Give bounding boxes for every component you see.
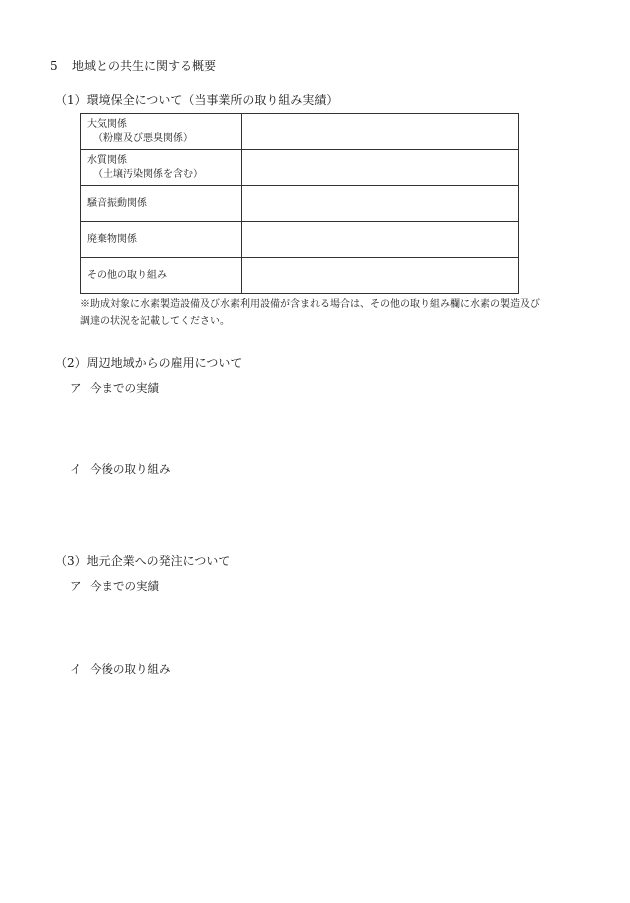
local-orders-past-marker: ア	[70, 579, 82, 593]
local-orders-past	[70, 578, 159, 594]
row-label-main: 大気関係	[87, 118, 127, 130]
local-orders-past-label: 今までの実績	[90, 579, 159, 593]
row-label-sub: （土壌汚染関係を含む）	[93, 168, 203, 180]
table-row	[81, 258, 519, 294]
employment-future	[70, 461, 171, 477]
employment-heading: （2）周辺地域からの雇用について	[55, 356, 243, 370]
row-value-other[interactable]	[242, 258, 519, 294]
row-label	[81, 114, 242, 150]
section-title-text: 地域との共生に関する概要	[72, 59, 217, 73]
employment-past-marker: ア	[70, 381, 82, 395]
employment-past	[70, 380, 159, 396]
table-row	[81, 150, 519, 186]
local-orders-future-marker: イ	[70, 662, 82, 676]
row-label-main: 水質関係	[87, 154, 127, 166]
table-note-line2: 調達の状況を記載してください。	[80, 316, 230, 327]
row-label: 廃棄物関係	[81, 222, 242, 258]
row-label: 騒音振動関係	[81, 186, 242, 222]
section-title	[50, 57, 216, 74]
table-row	[81, 186, 519, 222]
row-value-noise[interactable]	[242, 186, 519, 222]
table-row	[81, 222, 519, 258]
row-label: その他の取り組み	[81, 258, 242, 294]
section-number: 5	[50, 59, 58, 73]
environment-table	[80, 113, 519, 294]
employment-future-marker: イ	[70, 462, 82, 476]
environment-heading: （1）環境保全について（当事業所の取り組み実績）	[55, 93, 339, 107]
row-value-waste[interactable]	[242, 222, 519, 258]
row-label	[81, 150, 242, 186]
table-note	[80, 296, 540, 330]
row-value-water[interactable]	[242, 150, 519, 186]
row-label-sub: （粉塵及び悪臭関係）	[93, 132, 193, 144]
employment-past-label: 今までの実績	[90, 381, 159, 395]
local-orders-future	[70, 661, 171, 677]
table-note-line1: ※助成対象に水素製造設備及び水素利用設備が含まれる場合は、その他の取り組み欄に水素の製造及び	[80, 299, 540, 310]
row-value-air[interactable]	[242, 114, 519, 150]
employment-future-label: 今後の取り組み	[90, 462, 171, 476]
table-row	[81, 114, 519, 150]
local-orders-heading: （3）地元企業への発注について	[55, 554, 231, 568]
local-orders-future-label: 今後の取り組み	[90, 662, 171, 676]
